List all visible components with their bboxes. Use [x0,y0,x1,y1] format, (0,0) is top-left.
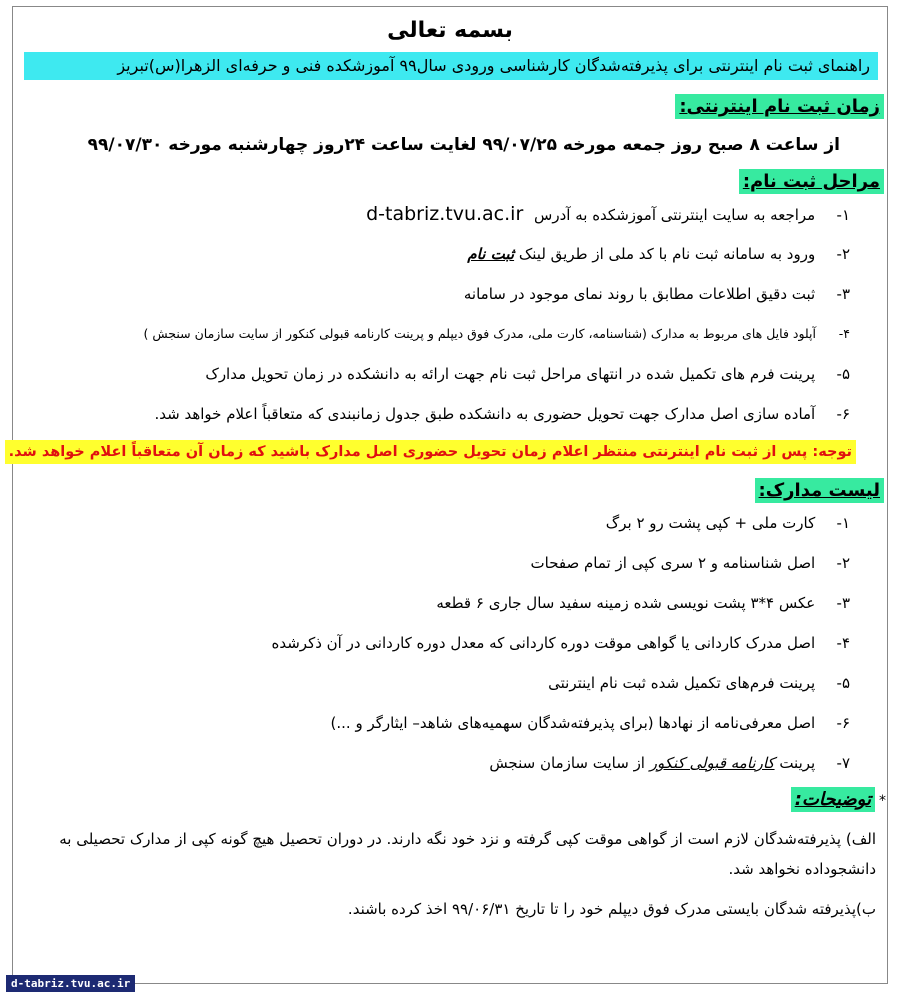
item-number: ۶- [836,714,850,732]
steps-list [14,194,886,434]
item-text: آپلود فایل های مربوط به مدارک (شناسنامه، کارت ملی، مدرک فوق دیپلم و پرینت کارنامه قبولی کنکور از سایت سازمان سنجش ) [143,326,817,341]
item-text: پرینت فرم های تکمیل شده در انتهای مراحل ثبت نام جهت ارائه به دانشکده در زمان تحویل مدارک [205,365,816,383]
item-text-prefix: پرینت [779,754,816,772]
item-text: ثبت دقیق اطلاعات مطابق با روند نمای موجود در سامانه [463,285,816,303]
item-number: ۲- [836,554,850,572]
item-number: ۳- [836,594,850,612]
item-number: ۴- [838,326,850,341]
item-text: کارت ملی + کپی پشت رو ۲ برگ [605,514,816,532]
explanation-paragraph-b: ب)پذیرفته شدگان بایستی مدرک فوق دیپلم خود را تا تاریخ ۹۹/۰۶/۳۱ اخذ کرده باشند. [347,900,876,918]
explanations-heading: توضیحات: [791,787,875,812]
list-item [14,583,850,623]
item-text: اصل مدرک کاردانی یا گواهی موقت دوره کاردانی که معدل دوره کاردانی در آن ذکرشده [271,634,816,652]
item-number: ۷- [836,754,850,772]
list-item [14,354,850,394]
item-text: مراجعه به سایت اینترنتی آموزشکده به آدرس [534,206,816,224]
page-title: بسمه تعالی [387,18,513,43]
item-text: ورود به سامانه ثبت نام با کد ملی از طریق لینک [518,245,816,263]
list-item [14,194,850,234]
list-item [14,274,850,314]
star-bullet-icon: * [879,793,886,809]
list-item [14,743,850,783]
item-text: پرینت فرم‌های تکمیل شده ثبت نام اینترنتی [548,674,816,692]
item-number: ۲- [836,245,850,263]
item-number: ۴- [836,634,850,652]
item-text-emphasis: کارنامه قبولی کنکور [649,754,775,772]
registration-time-heading: زمان ثبت نام اینترنتی: [675,94,884,119]
list-item [14,503,850,543]
item-text-suffix: از سایت سازمان سنجش [489,754,645,772]
list-item [14,663,850,703]
document [8,8,886,924]
registration-link[interactable]: ثبت نام [467,245,515,263]
documents-heading: لیست مدارک: [755,478,884,503]
list-item [14,234,850,274]
item-number: ۵- [836,674,850,692]
attention-note: توجه: پس از ثبت نام اینترنتی منتظر اعلام زمان تحویل حضوری اصل مدارک باشید که زمان آن متعاقباً اعلام خواهد شد. [5,440,856,464]
item-text: اصل شناسنامه و ۲ سری کپی از تمام صفحات [530,554,816,572]
documents-list [14,503,886,783]
list-item [14,314,850,354]
item-number: ۵- [836,365,850,383]
list-item [14,394,850,434]
list-item [14,623,850,663]
item-number: ۱- [836,514,850,532]
explanation-paragraph-a: الف) پذیرفته‌شدگان لازم است از گواهی موقت کپی گرفته و نزد خود نگه دارند. در دوران تحصیل هیچ گونه کپی از مدارک تحصیلی به دانشجوداده نخواهد شد. [59,830,876,878]
item-number: ۳- [836,285,850,303]
item-number: ۱- [836,206,850,224]
steps-heading: مراحل ثبت نام: [739,169,884,194]
item-number: ۶- [836,405,850,423]
registration-time-text: از ساعت ۸ صبح روز جمعه مورخه ۹۹/۰۷/۲۵ لغایت ساعت ۲۴روز چهارشنبه مورخه ۹۹/۰۷/۳۰ [87,135,840,155]
site-url-tag[interactable]: d-tabriz.tvu.ac.ir [6,975,135,992]
item-text: اصل معرفی‌نامه از نهادها (برای پذیرفته‌شدگان سهمیه‌های شاهد– ایثارگر و ...) [330,714,816,732]
list-item [14,703,850,743]
guide-banner: راهنمای ثبت نام اینترنتی برای پذیرفته‌شدگان کارشناسی ورودی سال۹۹ آموزشکده فنی و حرفه‌ای الزهرا(س)تبریز [24,52,878,80]
item-text: عکس ۴*۳ پشت نویسی شده زمینه سفید سال جاری ۶ قطعه [436,594,816,612]
list-item [14,543,850,583]
site-url-link[interactable]: d-tabriz.tvu.ac.ir [366,203,524,225]
item-text: آماده سازی اصل مدارک جهت تحویل حضوری به دانشکده طبق جدول زمانبندی که متعاقباً اعلام خواهد شد. [154,405,816,423]
